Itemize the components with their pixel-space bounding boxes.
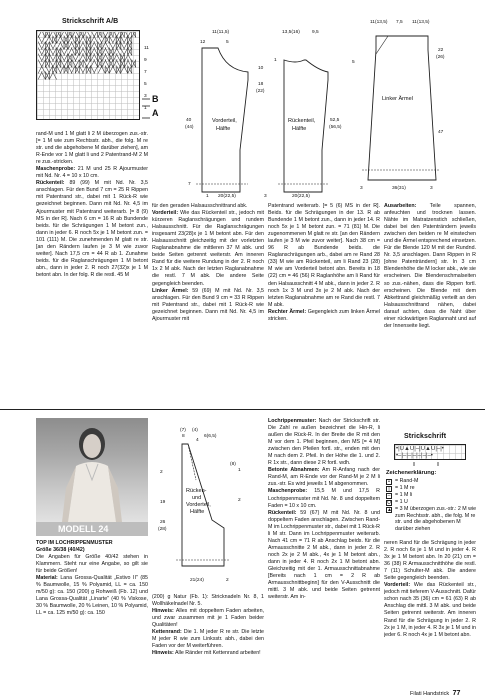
legend-symbol: U: [387, 499, 391, 506]
front-top-dim: 5: [226, 40, 229, 45]
bottom-dim: 2: [226, 578, 229, 583]
top-schematic-label: und: [192, 495, 202, 501]
front-label: Vorderteil,: [212, 118, 237, 124]
front-bottom-dim: 20(22,5): [218, 194, 236, 199]
front-bottom-dim: 1: [206, 194, 209, 199]
legend-symbol: •: [386, 479, 392, 485]
col8-text1: neren Rand für die Schrägung in jeder 2. R noch 6x je 1 M und in jeder 4. R 3x je 1 M betont abn. In 20 (21) cm = 36 (38) R Armausschnitthöhe die restl. 7 (11) Schulter-M abk. Die andere Seite gegengleich beenden.: [384, 540, 476, 582]
col7-loch: Nach der Strickschrift str. Die Zahl re außen bezeichnet die Hin-R, li außen die Rück-R. In der Breite die R mit den M vor dem 1. Pfeil beginnen, den MS [= 4 M] zwischen den Pfeilen fortl. str., enden mit den M nach dem 2. Pfeil. In der Höhe die 1. und 2. R 1x str., dann diese 2 R fortl. wdh.: [268, 418, 380, 467]
legend-title: Zeichenerklärung:: [386, 470, 437, 476]
footer-brand: Filati Handstrick: [410, 691, 450, 697]
marker-a: A: [152, 108, 159, 118]
front-right-dim: 10: [258, 66, 264, 71]
col5-material-head: Material:: [36, 575, 58, 582]
col7-ruecken-head: Rückenteil:: [268, 509, 297, 516]
col4-text: Teile spannen, anfeuchten und trocknen lassen. Nähte im Matratzenstich schließen, dabei bei den Patenträndern jeweils zwischen den beiden re M einstechen und die Ärmel entsprechend einsetzen. Für die Blende 120 M mit der Rundnd. Nr. 3,5 anschlagen. Dann Rippen in R [ohne Patenträndern] str. In 3 cm Blendenhöhe die M locker abk., wie sie erscheinen. Die Blendenschmalseiten so zus.-nähen, dass die Rippen fortl. erscheinen. Die Blende mit dem Abkettrand gleichmäßig verteilt an den Halsausschnittrand nähen, dabei darauf achten, dass die Naht über einer rückwärtigen Raglannaht und auf der Innenseite liegt.: [384, 203, 476, 329]
text-column-7: [268, 418, 380, 700]
row-number: 11: [144, 46, 149, 51]
col1-maschenprobe: 21 M und 25 R Ajourmuster mit Nd. Nr. 4 = 10 x 10 cm.: [36, 166, 148, 180]
col4-head: Ausarbeiten:: [384, 203, 417, 209]
text-column-1: [36, 131, 148, 398]
legend-text: = 1 M li: [395, 492, 413, 498]
legend-text: = 1 U: [395, 499, 408, 505]
col6-kettenrand-head: Kettenrand:: [152, 629, 182, 636]
front-left-dim: 40: [186, 118, 192, 123]
col6-hinweis2: Alle Ränder mit Kettenrand arbeiten!: [174, 650, 261, 657]
page-footer: [410, 690, 460, 697]
legend-row: [386, 492, 478, 499]
back-bottom-dim: 20(22,5): [292, 194, 310, 199]
legend-row: [386, 485, 478, 492]
col7-loch-head: Lochrippenmuster:: [268, 418, 317, 424]
top-schematic-label: Vorderteil,: [186, 502, 211, 508]
left-dim: 2: [160, 470, 163, 475]
col7-betonte: Am R-Anfang nach der Rand-M, am R-Ende vor der Rand-M je 2 M li zus.-str. Es wird jeweils 1 M abgenommen.: [268, 467, 380, 488]
col1-ruecken: 89 (99) M mit Nd. Nr. 3,5 anschlagen. Für den Bund 7 cm = 25 R Rippen mit Patentrand str., dabei mit 1 Rück-R wie gezeichnet beginnen. Dann mit Nd. Nr. 4,5 im Ajourmuster mit Patentrand weiterarb. [= 8 (9) MS in der R]. Nach 6 cm = 16 R ab Bundende beids. für die Schrägungen 1 M betont zun., dann in jeder 6. R noch 5x je 1 M betont zun. = 101 (111) M. Die zunehmenden M glatt re str. [an den Rändern laufen je 3 M wie zuvor weiter]. Nach 17,5 cm = 44 R ab 1. Zunahme beids. für die Raglanschrägungen 1 M betont abn., dann in jeder 2. R noch 27(32)x je 1 M betont abn. In der folg. R die restl. 45 M: [36, 180, 148, 278]
col6-kettenrand: Die 1. M jeder R re str. Die letzte M jeder R wie zum Linksstr. abh., dabei den Faden vor der M weiterführen.: [152, 629, 264, 650]
legend-row: [386, 506, 478, 532]
legend-symbol: –: [387, 492, 391, 499]
col7-betonte-head: Betonte Abnahmen:: [268, 467, 320, 474]
top-dim: 4: [196, 438, 199, 443]
sleeve-bottom-dim: 3: [430, 186, 433, 191]
top-dim: (7): [180, 428, 186, 433]
text-column-4: [384, 203, 476, 398]
sleeve-right-dim: (26): [436, 55, 445, 60]
row-number: 7: [144, 70, 147, 75]
col2-linker: 59 (69) M mit Nd. Nr. 3,5 anschlagen. Für den Bund 9 cm = 33 R Rippen mit Patentrand str., dabei mit 1 Rück-R wie gezeichnet beginnen. Dann mit Nd. Nr. 4,5 im Ajourmuster mit: [152, 287, 264, 322]
chart-pattern: ╱╲|╳|╱╲|╳|╱╲|╳|╱╲|╳|╱╲ ╲╱|╳|╲╱|╳|╲╱|╳|╲╱|╳|╲╱ ╱╲|╳|╱╲|╳|╱╲|╳|╱╲|╳|╱╲ ╲╱|╳|╲╱|╳|╲╱|╳|╲╱|╳|╲╱ ╱╲|╳|╱╲|╳|╱╲|╳|╱╲|╳|╱╲ ╲╱|╳|╲╱|╳|╲╱|╳|╲╱|╳|╲╱ ╱╲|╳|╱╲|╳|╱╲|╳|╱╲|╳|╱╲ ╲╱|╳|╲╱|╳|╲╱|╳|╲╱|╳|╲╱ ╱╲|╳|╱╲|╳|╱╲|╳|╱╲|╳|╱╲ ╲╱|╳|╲╱|╳|╲╱|╳|╲╱|╳|╲╱ ╱╲|╳|╱╲|╳|╱╲|╳|╱╲|╳|╱╲ ╲╱|╳|╲╱|╳|╲╱|╳|╲╱|╳|╲╱ ╱╲|╳|╱╲|╳|╱╲|╳|╱╲|╳|╱╲: [38, 32, 136, 80]
sleeve-bottom-dim: 36(31): [392, 186, 406, 191]
front-right-dim: (22): [256, 89, 265, 94]
left-dim: 19: [160, 500, 166, 505]
col6-hinweis-head: Hinweis:: [152, 608, 174, 615]
chart2-arrows: [394, 461, 466, 467]
top-schematic-label: Hälfte: [190, 509, 205, 515]
front-bottom-left: 7: [188, 182, 191, 187]
sleeve-schematic: [358, 30, 448, 200]
section-divider: [0, 409, 485, 410]
top-dim: 6(6,5): [204, 434, 217, 439]
col3-text1: Patentrand weiterarb. [= 5 (6) MS in der R]. Beids. für die Schrägungen in der 13. R ab Bundende 1 M betont zun., dann in jeder 14. R noch 5x je 1 M betont zun. = 71 (81) M. Die zugenommenen M glatt re str. [an den Rändern laufen je 3 M wie zuvor weiter]. Nach 38 cm = 96 R ab Bundende beids. die Raglanschrägungen arb., dabei am re Rand 28 (33) M wie am Rückenteil, am li Rand 23 (28) M wie am Vorderteil betont abn. Bereits in 18 (22) cm = 46 (56) R Raglanhöhe am li Rand für den Halsausschnitt 4 M abk., dann in jeder 2. R noch 1x 3 M und 3x je 2 M abk. Nach der letzten Raglanabnahme am re Rand die restl. 7 M abk.: [268, 203, 380, 308]
sleeve-top-dim: 11(13,5): [370, 20, 388, 25]
sleeve-top-dim: 11(13,5): [412, 20, 430, 25]
sleeve-right-dim: 22: [438, 48, 444, 53]
model-figure: [36, 418, 148, 522]
col2-vorder: Wie das Rückenteil str., jedoch mit kürzeren Raglanschrägungen und rundem Halsausschnitt. Für die Raglanschrägungen insgesamt 23(28)x je 1 M betont abn. Für den Halsausschnitt gleichzeitig mit der vorletzten Raglanabnahme die mittleren 37 M abk. und beide Seiten getrennt weiterstr. Am inneren Rand für die weitere Rundung in der 2. R noch 1x 2 M abk. Nach der letzten Raglanabnahme die restl. 7 M abk. Die andere Seite gegengleich beenden.: [152, 210, 264, 287]
sleeve-left-dim: 5: [352, 60, 355, 65]
text-column-2: [152, 203, 264, 398]
right-dim: 1: [238, 468, 241, 473]
back-top-dim: 13,5(16): [282, 30, 300, 35]
col6-text1: (200) g Natur (Fb. 1): Stricknadeln Nr. 8, 1 Wollhäkelnadel Nr. 5.: [152, 594, 264, 608]
left-side-dim: 26: [160, 520, 166, 525]
col6-hinweis: Alles mit doppeltem Faden arbeiten, und zwar zusammen mit je 1 Faden beider Qualitäten!: [152, 608, 264, 629]
front-right-dim: 18: [258, 82, 264, 87]
legend: [386, 478, 478, 532]
legend-symbol: ▲: [387, 506, 392, 513]
col8-vorder-head: Vorderteil:: [384, 582, 411, 589]
marker-brackets: [140, 96, 152, 120]
sleeve-bottom-dim: 3: [360, 186, 363, 191]
top-dim: 8: [182, 434, 185, 439]
page-number: 77: [452, 690, 461, 697]
col7-ruecken: 59 (67) M mit Nd. Nr. 8 und doppeltem Faden anschlagen. Zwischen Rand-M im Lochrippenmuster str., dabei mit 1 Rück-R li M str. Dann im Lochrippenmuster weiterarb. Nach 41 cm = 71 R ab Anschlag beids. für die Armausschnitte 2 M abk., dann in jeder 2. R noch 2x je 2 M abk., 4x je 1 M betont abn., dann in jeder 4. R noch 2x 1 M betont abn. Gleichzeitig mit der 1. Armausschnittabnahme [Bereits nach 1 cm = 2 R ab Armausschnittbeginn] für den V-Ausschnitt die mittl. 3 M abk. und beide Seiten getrennt weiterstr. Am in-: [268, 509, 380, 601]
row-number: 9: [144, 58, 147, 63]
legend-text: = Rand-M: [395, 478, 419, 484]
row-number: 3: [144, 94, 147, 99]
back-label: Rückenteil,: [288, 118, 316, 124]
legend-row: [386, 499, 478, 506]
front-top-dim: 12: [200, 40, 206, 45]
knitting-chart-ab: [36, 30, 140, 120]
col1-maschenprobe-head: Maschenprobe:: [36, 166, 76, 173]
front-label: Hälfte: [216, 126, 231, 132]
row-number: 1: [144, 106, 147, 111]
legend-symbol: |: [386, 486, 392, 492]
model-label: MODELL 24: [36, 522, 148, 536]
col2-vorder-head: Vorderteil:: [152, 210, 179, 217]
marker-b: B: [152, 94, 159, 104]
col7-mprobe-head: Maschenprobe:: [268, 488, 308, 495]
row-number: 5: [144, 82, 147, 87]
legend-text: = 3 M überzogen zus.-str.: 2 M wie zum Rechtsstr. abh., die folg. M re str. und die abgehobenen M darüber ziehen: [395, 506, 477, 532]
text-column-5: [36, 540, 148, 700]
col1-intro: rand-M und 1 M glatt li 2 M überzogen zus.-str. [= 1 M wie zum Rechtsstr. abh., die folg. M re str. und die abgehobene M darüber ziehen], am R-Ende vor 1 M glatt li und 2 Patentrand-M 2 M re zus.-stricken.: [36, 131, 148, 166]
text-column-6: [152, 594, 264, 700]
col2-text1: für den geraden Halsausschnittrand abk.: [152, 203, 248, 209]
col1-ruecken-head: Rückenteil:: [36, 180, 65, 187]
col8-vorder: Wie das Rückenteil str., jedoch mit tieferem V-Ausschnitt. Dafür schon nach 35 (36) cm = 61 (63) R ab Anschlag die mittl. 3 M abk. und beide Seiten getrennt weiterstr. Am inneren Rand für die Schrägung in jeder 2. R 2x je 1 M, in jeder 4. R 3x je 1 M und in jeder 6. R noch 4x je 1 M betont abn.: [384, 582, 476, 638]
chart1-title: Strickschrift A/B: [62, 18, 119, 25]
front-left-dim: (44): [185, 125, 194, 130]
text-column-3: [268, 203, 380, 398]
knitting-chart-2: [394, 444, 466, 460]
col2-linker-head: Linker Ärmel:: [152, 287, 189, 294]
sleeve-top-dim: 7,5: [396, 20, 403, 25]
right-dim: (8): [230, 462, 236, 467]
col5-heading: TOP IM LOCHRIPPENMUSTER: [36, 540, 113, 546]
back-left-dim: 3: [264, 194, 267, 199]
chart2-title: Strickschrift: [404, 433, 447, 440]
back-right-dim: 52,5: [330, 118, 340, 123]
col7-mprobe: 15,5 M und 17,5 R Lochrippenmuster mit Nd. Nr. 8 und doppeltem Faden = 10 x 10 cm.: [268, 488, 380, 509]
front-top-dim: 11(11,5): [212, 30, 230, 35]
col3-rechter: Gegengleich zum linken Ärmel stricken.: [268, 308, 380, 322]
back-top-dim: 9,5: [312, 30, 319, 35]
back-label: Hälfte: [292, 126, 307, 132]
legend-text: = 1 M re: [395, 485, 415, 491]
back-left-dim: 1: [274, 58, 277, 63]
left-side-dim: (28): [158, 527, 167, 532]
sleeve-label: Linker Ärmel: [382, 96, 413, 102]
col5-angaben: Die Angaben für Größe 40/42 stehen in Klammern. Steht nur eine Angabe, so gilt sie für beide Größen!: [36, 554, 148, 575]
col5-material: Lana Grossa-Qualität „Estivo II" (85 % Baumwolle, 15 % Polyamid, LL = ca. 150 m/50 g): ca. 150 (200) g Rohweiß (Fb. 12) und Lana Grossa-Qualität „Linarte" (40 % Viskose, 30 % Baumwolle, 20 % Leinen, 10 % Polyamid, LL = ca. 125 m/50 g): ca. 150: [36, 575, 148, 617]
col6-hinweis2-head: Hinweis:: [152, 650, 174, 657]
col5-groesse: Größe 36/38 (40/42): [36, 547, 85, 554]
top-schematic-label: Rücken-: [186, 488, 207, 494]
text-column-8: [384, 540, 476, 688]
right-dim: 2: [238, 498, 241, 503]
back-right-dim: (56,5): [329, 125, 342, 130]
model-photo: [36, 418, 148, 522]
top-dim: (4): [192, 428, 198, 433]
sleeve-right-dim: 47: [438, 130, 444, 135]
chart2-pattern: •|U▲U|–|U▲U|–|• •–|–|–|–|–|–|–•: [396, 446, 444, 459]
legend-row: [386, 478, 478, 485]
col3-rechter-head: Rechter Ärmel:: [268, 308, 307, 315]
bottom-dim: 21(24): [190, 578, 204, 583]
